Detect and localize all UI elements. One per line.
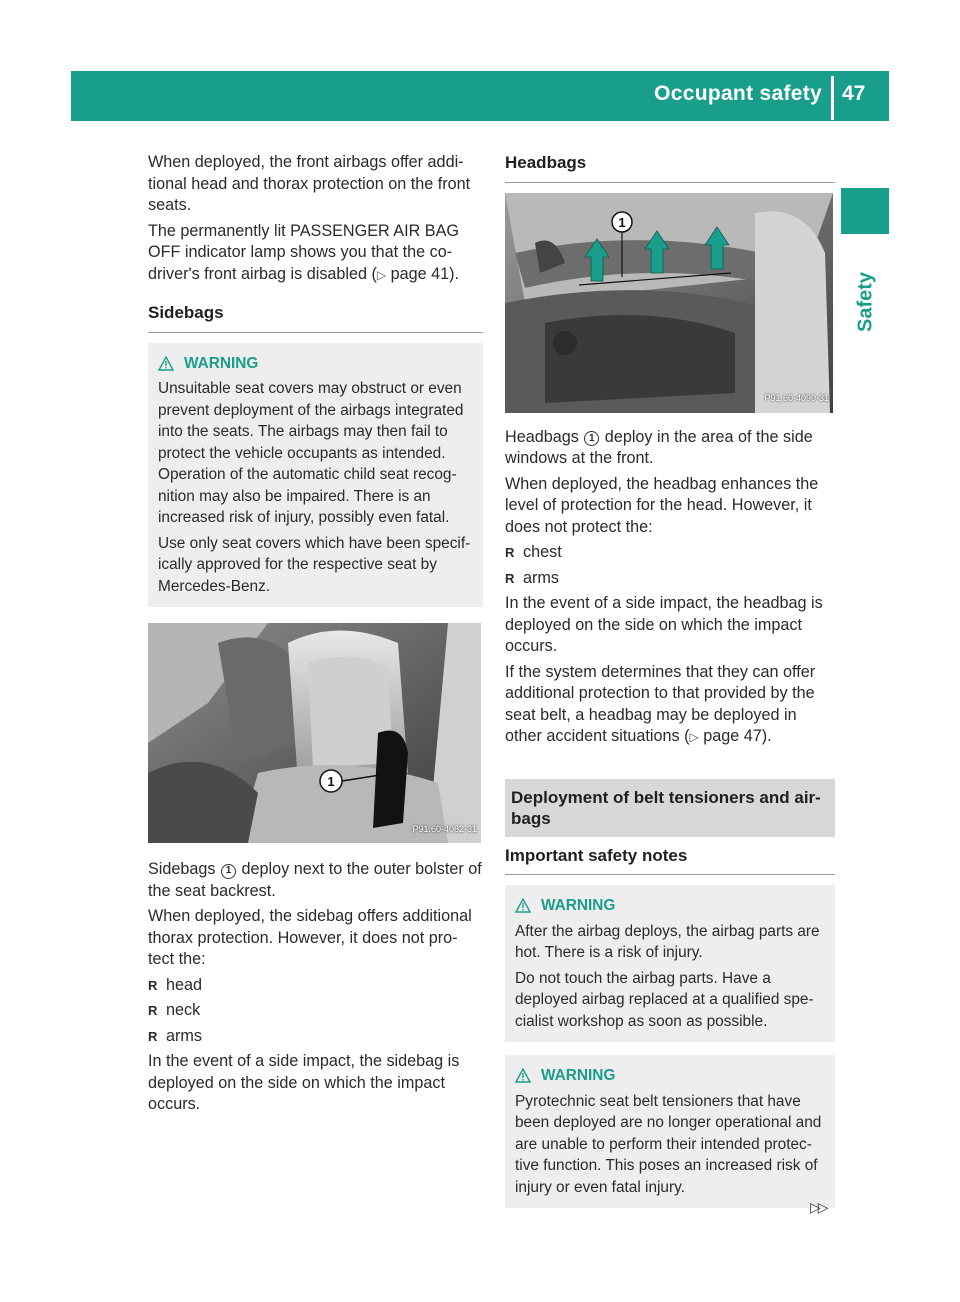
list-item: R neck (148, 1000, 483, 1022)
sidebags-heading: Sidebags (148, 302, 483, 333)
indicator-paragraph: The permanently lit PASSENGER AIR BAG OFF indicator lamp shows you that the co-driver's front airbag is disabled (▷ page 41). (148, 221, 460, 283)
list-item: R arms (505, 568, 835, 590)
headbag-event-paragraph: In the event of a side impact, the headbag is deployed on the side on which the impact occurs. (505, 594, 823, 655)
warning-triangle-icon (515, 898, 531, 913)
headbag-caption: Headbags 1 deploy in the area of the side windows at the front. (505, 427, 813, 467)
warning-title: WARNING (184, 354, 259, 372)
headbags-heading: Headbags (505, 152, 835, 183)
warning-text: After the airbag deploys, the airbag parts are hot. There is a risk of injury. (515, 922, 820, 961)
image-code: P91.60-4062-31 (412, 823, 477, 834)
warning-box-seat-covers (148, 343, 483, 608)
sidebag-seat-photo (148, 623, 481, 843)
warning-triangle-icon (515, 1068, 531, 1083)
header-divider (831, 76, 834, 120)
callout-1-icon: 1 (584, 431, 599, 446)
warning-triangle-icon (158, 356, 174, 371)
warning-box-airbag-parts (505, 885, 835, 1042)
sidebag-protection-paragraph: When deployed, the sidebag offers additional thorax protection. However, it does not pro- tect the: (148, 907, 472, 968)
warning-box-belt-tensioners (505, 1055, 835, 1208)
svg-text:1: 1 (618, 214, 626, 230)
list-item: R chest (505, 542, 835, 564)
headbag-system-paragraph: If the system determines that they can offer additional protection to that provided by the seat belt, a headbag may be deployed in other accident situations (▷ page 47). (505, 662, 816, 745)
svg-text:1: 1 (327, 774, 335, 789)
page-title: Occupant safety (654, 82, 822, 105)
warning-text: Pyrotechnic seat belt tensioners that have been deployed are no longer operational and are unable to perform their intended protec- tive function. This poses an increased risk of injury or even fatal injury. (515, 1092, 822, 1196)
left-column (148, 152, 483, 1120)
image-code: P91.60-4090-31 (764, 393, 829, 403)
important-safety-notes-heading: Important safety notes (505, 845, 835, 876)
sidebag-caption: Sidebags 1 deploy next to the outer bolster of the seat backrest. (148, 860, 482, 900)
warning-text: Unsuitable seat covers may obstruct or even prevent deployment of the airbags integrated into the seats. The airbags may then fail to protect the vehicle occupants as intended. Operation of the automatic child seat recog- nition may also be impaired. There is an increased risk of injury, possibly even fatal. (158, 380, 464, 526)
section-tab-marker (841, 188, 889, 234)
headbag-interior-photo (505, 193, 833, 413)
warning-text: Do not touch the airbag parts. Have a deployed airbag replaced at a qualified spe- cialist workshop as soon as possible. (515, 969, 814, 1030)
page-ref-arrow-icon: ▷ (689, 730, 699, 744)
list-item: R head (148, 975, 483, 997)
warning-text: Use only seat covers which have been specif- ically approved for the respective seat by Mercedes-Benz. (158, 534, 471, 595)
right-column (505, 152, 835, 1208)
headbag-bullet-list (505, 542, 835, 589)
warning-title: WARNING (541, 1067, 616, 1084)
page-number: 47 (842, 82, 866, 105)
headbag-protection-paragraph: When deployed, the headbag enhances the level of protection for the head. However, it does not protect the: (505, 474, 819, 536)
callout-1-icon: 1 (221, 864, 236, 879)
list-item: R arms (148, 1026, 483, 1048)
section-tab-label: Safety (854, 271, 877, 333)
deployment-section-heading: Deployment of belt tensioners and air- bags (505, 779, 835, 837)
warning-title: WARNING (541, 897, 616, 914)
intro-paragraph: When deployed, the front airbags offer addi- tional head and thorax protection on the front seats. (148, 153, 471, 214)
page-ref-arrow-icon: ▷ (376, 267, 387, 282)
sidebag-bullet-list (148, 975, 483, 1048)
continued-icon: ▷▷ (810, 1199, 826, 1215)
sidebag-event-paragraph: In the event of a side impact, the sidebag is deployed on the side on which the impact occurs. (148, 1052, 460, 1113)
